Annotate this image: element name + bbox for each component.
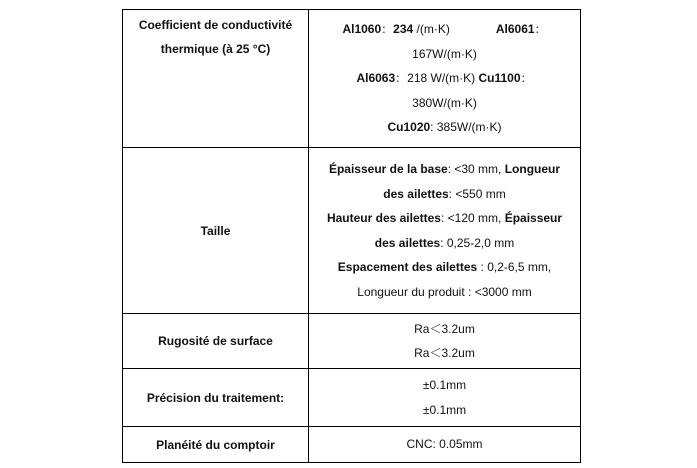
spec-term: Longueur	[504, 162, 561, 176]
spec-value-text: Longueur du produit : <3000 mm	[357, 284, 532, 299]
spec-value-line	[315, 398, 574, 423]
spec-value-cell	[309, 427, 581, 463]
spec-value-line	[315, 17, 574, 42]
spec-row	[123, 427, 581, 463]
spec-label-text: Taille	[200, 223, 231, 238]
spec-value-line	[315, 432, 574, 457]
spec-value-cell	[309, 314, 581, 369]
spec-label-text: Précision du traitement:	[146, 390, 285, 405]
spec-value-text: ±0.1mm	[422, 402, 467, 417]
spec-value-text: ：	[381, 22, 394, 37]
spec-value-text: : <550 mm	[448, 186, 506, 201]
spec-row	[123, 369, 581, 427]
spec-term: Hauteur des ailettes	[326, 211, 441, 225]
spec-row	[123, 10, 581, 148]
spec-term: Al1060	[342, 22, 382, 37]
spec-value-line	[315, 280, 574, 305]
spec-value-cell	[309, 148, 581, 314]
spec-term: Al6063	[356, 71, 396, 86]
spec-label-text: Coefficient de conductivité	[138, 18, 293, 32]
spec-label-cell	[123, 148, 309, 314]
spec-term: Cu1100	[478, 71, 521, 86]
spec-value-text: 380W/(m·K)	[412, 95, 477, 110]
spec-value-text: ：218 W/(m·K)	[395, 71, 479, 86]
spec-value-text: ：	[534, 22, 547, 37]
spec-term: des ailettes	[383, 186, 449, 201]
spec-value-text: : <120 mm,	[440, 211, 505, 225]
spec-value-text: /(m·K)	[413, 22, 450, 37]
spec-term: Espacement des ailettes	[337, 260, 478, 274]
spec-value-line	[315, 373, 574, 398]
spec-value-text: 167W/(m·K)	[412, 46, 477, 61]
spec-value-line	[315, 255, 574, 280]
spec-term: Cu1020	[387, 120, 431, 135]
spec-row	[123, 148, 581, 314]
spec-table-body	[123, 10, 581, 463]
spec-term: Al6061	[495, 22, 535, 37]
spec-label-cell	[123, 10, 309, 148]
spec-value-line	[315, 231, 574, 256]
spec-table	[122, 9, 581, 463]
spec-value-line	[315, 115, 574, 140]
spec-value-text: : 385W/(m·K)	[430, 120, 502, 135]
spec-value-text: : 0,2-6,5 mm,	[477, 260, 552, 274]
spec-value-line	[315, 42, 574, 67]
spec-value-text: CNC: 0.05mm	[406, 437, 483, 452]
spec-value-line	[315, 66, 574, 91]
spec-value-line	[315, 157, 574, 182]
spec-label-cell	[123, 314, 309, 369]
spec-term: Épaisseur de la base	[328, 162, 448, 176]
spec-value-line	[315, 91, 574, 116]
spec-label-cell	[123, 427, 309, 463]
spec-value-text: Ra＜3.2um	[414, 321, 475, 336]
spec-term: 234	[393, 22, 414, 37]
spec-value-text: ±0.1mm	[422, 378, 467, 392]
spec-value-text: Ra＜3.2um	[414, 346, 475, 360]
spec-label-text: Planéité du comptoir	[156, 437, 275, 452]
spec-value-line	[315, 182, 574, 207]
spec-row	[123, 314, 581, 369]
spec-term: Épaisseur	[504, 211, 563, 225]
spec-value-line	[315, 317, 574, 342]
spec-value-text: : 0,25-2,0 mm	[440, 235, 515, 250]
spec-term: des ailettes	[374, 235, 441, 250]
spec-value-line	[315, 341, 574, 366]
spec-value-text: : <30 mm,	[447, 162, 505, 176]
spec-label-text: thermique (à 25 °C)	[160, 42, 271, 56]
spec-value-line	[315, 206, 574, 231]
spec-value-cell	[309, 10, 581, 148]
spec-value-cell	[309, 369, 581, 427]
spec-label-text: Rugosité de surface	[158, 334, 273, 348]
spec-label-cell	[123, 369, 309, 427]
spec-value-text: ：	[520, 71, 533, 86]
